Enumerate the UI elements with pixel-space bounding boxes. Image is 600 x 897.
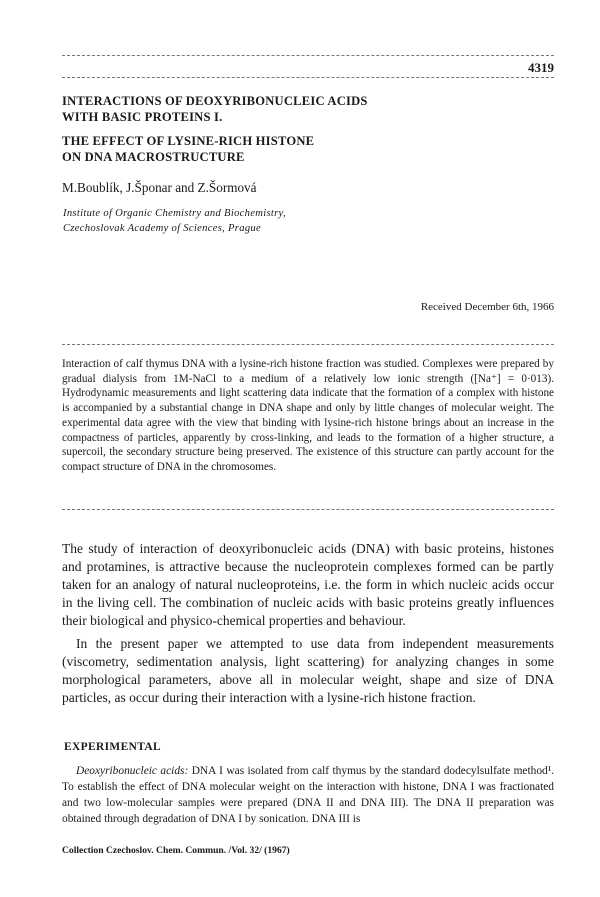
affiliation-line: Institute of Organic Chemistry and Biochemistry, xyxy=(63,208,286,219)
top-rule xyxy=(62,55,554,56)
experimental-section xyxy=(62,763,554,827)
received-date: Received December 6th, 1966 xyxy=(420,301,554,313)
title-gap xyxy=(62,125,542,133)
journal-footer: Collection Czechoslov. Chem. Commun. /Vol. 32/ (1967) xyxy=(62,845,290,856)
paragraph-term: Deoxyribonucleic acids: xyxy=(76,765,189,777)
abstract-text: Interaction of calf thymus DNA with a lysine-rich histone fraction was studied. Complexes were prepared by gradual dialysis from 1M-NaCl to a medium of a relatively low ionic strength ([Na⁺] = 0·013). Hydrodynamic measurements and light scattering data indicate that the formation of a complex with histone is accompanied by a substantial change in DNA shape and only by little changes of molecular weight. The experimental data agree with the view that binding with lysine-rich histone brings about an increase in the compactness of particles, apparently by cross-linking, and leads to the formation of a higher structure, a supercoil, the secondary structure being preserved. The existence of this structure can partly account for the compact structure of DNA in the chromosomes. xyxy=(62,358,554,473)
header-rule xyxy=(62,77,554,78)
article-title xyxy=(62,93,542,165)
paragraph-text: DNA I was isolated from calf thymus by the standard dodecylsulfate method¹. To establish the effect of DNA molecular weight on the interaction with histone, DNA I was fractionated and two low-molecular samples were prepared (DNA II and DNA III). The DNA II preparation was obtained through degradation of DNA I by sonication. DNA III is xyxy=(62,765,555,825)
abstract-bottom-rule xyxy=(62,509,554,510)
title-line: INTERACTIONS OF DEOXYRIBONUCLEIC ACIDS xyxy=(62,94,368,108)
abstract xyxy=(62,357,554,475)
subtitle-line: THE EFFECT OF LYSINE-RICH HISTONE xyxy=(62,134,315,148)
experimental-paragraph xyxy=(62,763,554,827)
introduction xyxy=(62,540,554,707)
section-heading: EXPERIMENTAL xyxy=(64,741,161,753)
affiliation xyxy=(63,206,286,236)
page-number: 4319 xyxy=(528,60,554,75)
intro-paragraph: In the present paper we attempted to use data from independent measurements (viscometry, sedimentation analysis, light scattering) for analyzing changes in some morphological parameters, above all in molecular weight, shape and size of DNA particles, as occur during their interaction with a lysine-rich histone fraction. xyxy=(62,636,554,705)
title-line: WITH BASIC PROTEINS I. xyxy=(62,110,223,124)
abstract-top-rule xyxy=(62,344,554,345)
affiliation-line: Czechoslovak Academy of Sciences, Prague xyxy=(63,223,262,234)
intro-paragraph: The study of interaction of deoxyribonucleic acids (DNA) with basic proteins, histones and protamines, is attractive because the nucleoprotein complexes formed can be partly taken for an analogy of natural nucleoproteins, i.e. the form in which nucleic acids occur in the living cell. The combination of nucleic acids with basic proteins greatly influences their biological and physico-chemical properties and behaviour. xyxy=(62,541,554,628)
subtitle-line: ON DNA MACROSTRUCTURE xyxy=(62,150,245,164)
authors: M.Boublík, J.Šponar and Z.Šormová xyxy=(62,180,257,195)
